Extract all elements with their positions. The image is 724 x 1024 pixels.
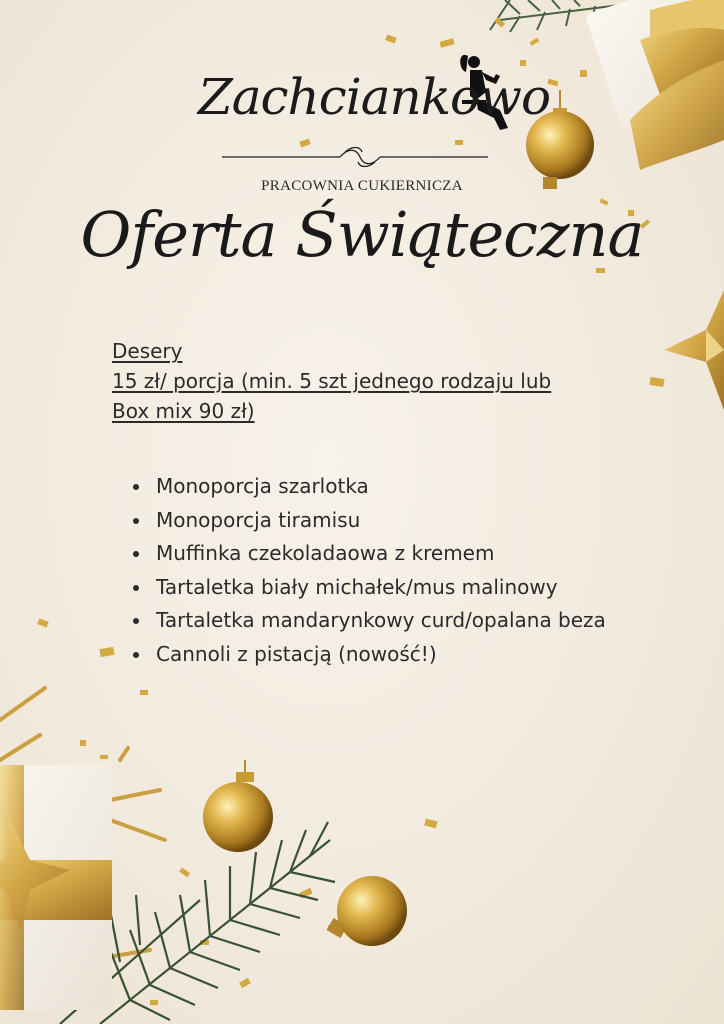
price-line-1: 15 zł/ porcja (min. 5 szt jednego rodzaju lub — [112, 369, 552, 393]
page-title: Oferta Świąteczna — [80, 198, 644, 271]
gift-box-icon — [0, 765, 112, 1010]
list-item: • Monoporcja szarlotka — [152, 470, 692, 504]
list-item: • Cannoli z pistacją (nowość!) — [152, 638, 692, 672]
logo — [190, 48, 551, 178]
list-item: • Monoporcja tiramisu — [152, 504, 692, 538]
gift-box-icon — [585, 0, 724, 170]
brand-name: Zachciankowo — [198, 68, 551, 126]
dessert-list — [128, 470, 692, 671]
gold-bauble-icon — [203, 760, 273, 852]
price-line-2: Box mix 90 zł) — [112, 399, 255, 423]
list-item: • Tartaletka biały michałek/mus malinowy — [152, 571, 692, 605]
offer-intro — [112, 336, 652, 426]
list-item: • Tartaletka mandarynkowy curd/opalana beza — [152, 604, 692, 638]
gold-bauble-icon — [327, 876, 407, 946]
list-item: • Muffinka czekoladaowa z kremem — [152, 537, 692, 571]
section-title: Desery — [112, 339, 183, 363]
gold-star-icon — [664, 290, 724, 410]
brand-tagline: PRACOWNIA CUKIERNICZA — [261, 178, 463, 194]
